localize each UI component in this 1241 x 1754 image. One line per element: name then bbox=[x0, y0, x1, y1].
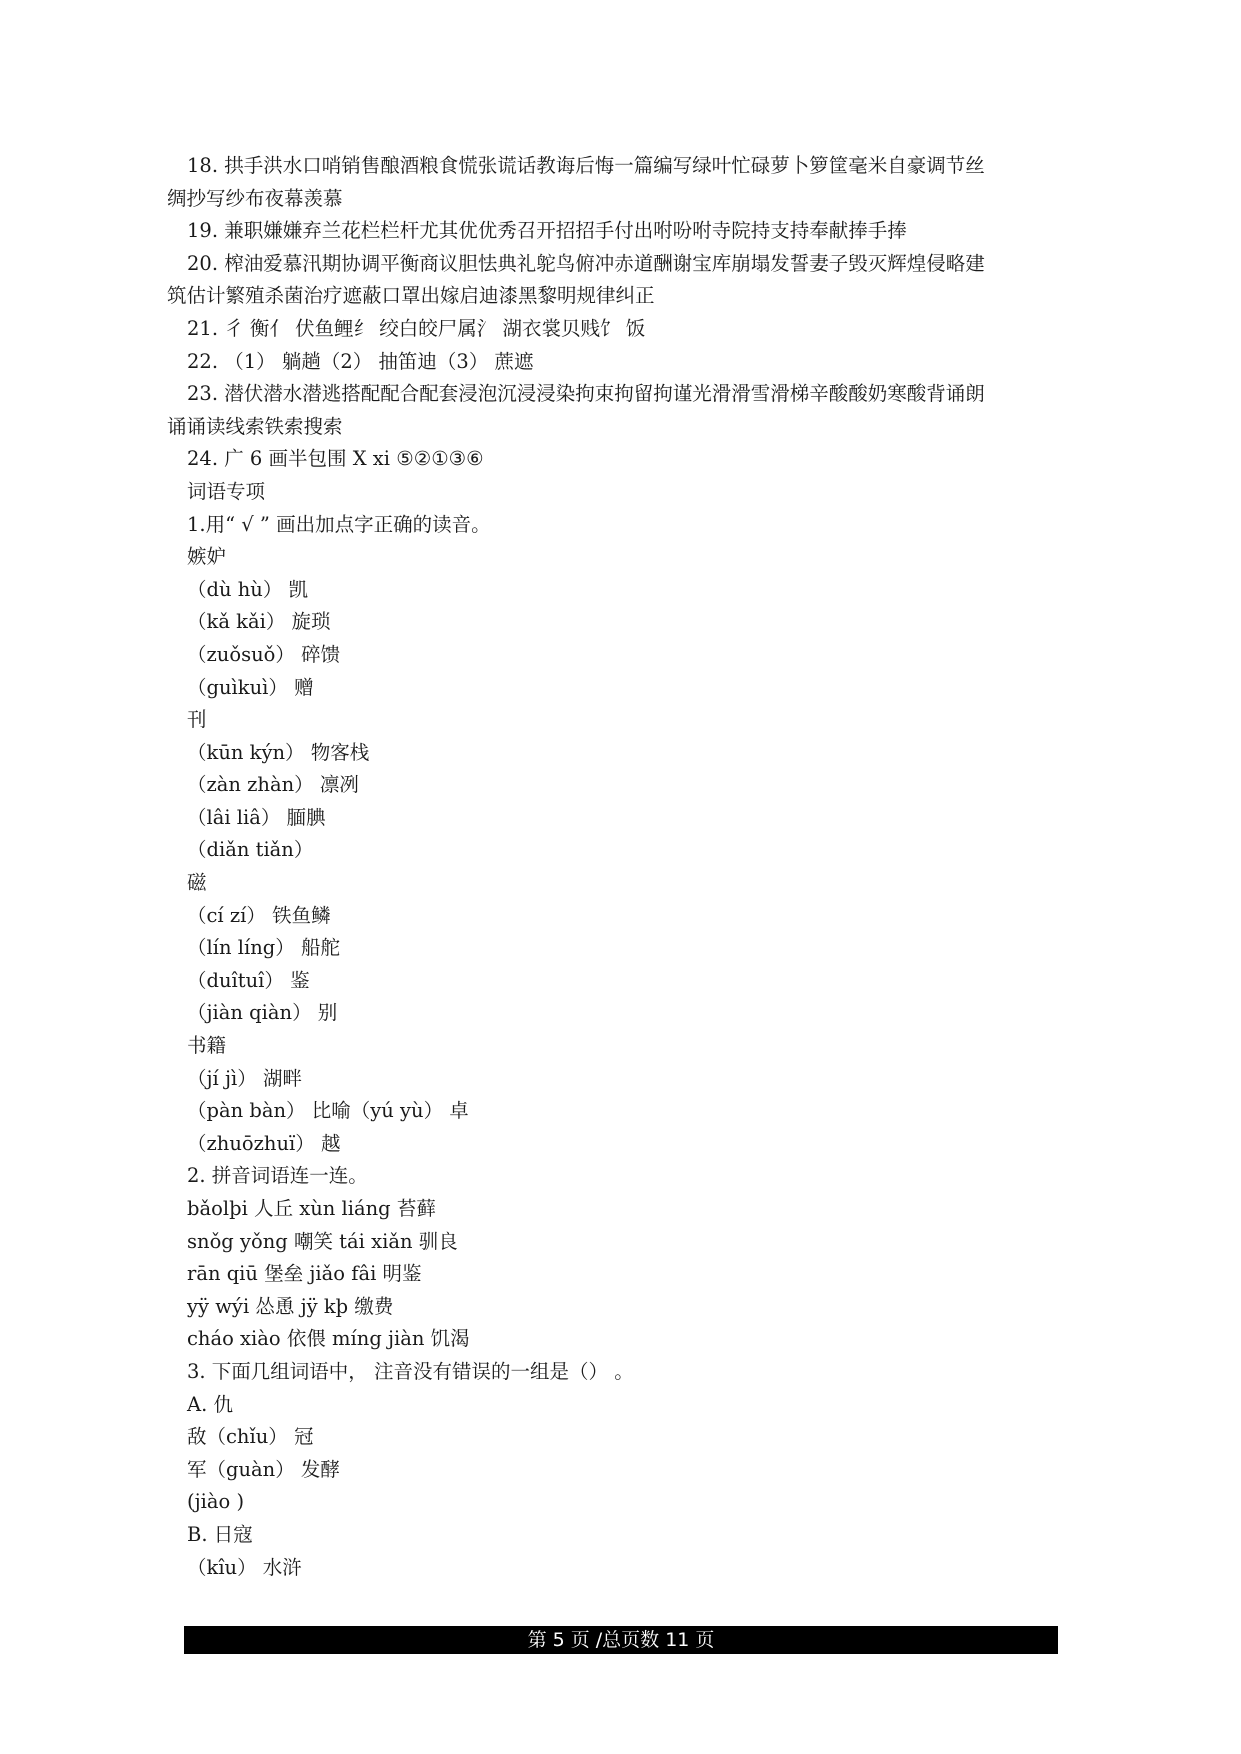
q2-line: bǎolþi 人丘 xùn liáng 苔藓 bbox=[187, 1197, 436, 1220]
q2-line: cháo xiào 依偎 míng jiàn 饥渴 bbox=[187, 1327, 470, 1351]
item-18-line-1: 18. 拱手洪水口哨销售酿酒粮食慌张谎话教诲后悔一篇编写绿叶忙碌萝卜箩筐毫米自豪调节丝 bbox=[187, 154, 985, 177]
q1-line: （duîtuî） 鉴 bbox=[187, 968, 310, 992]
q1-line: （diǎn tiǎn） bbox=[187, 838, 314, 862]
q3-line: 敌（chǐu） 冠 bbox=[187, 1425, 314, 1449]
q1-line: （zuǒsuǒ） 碎馈 bbox=[187, 642, 341, 666]
q3-line: A. 仇 bbox=[187, 1392, 233, 1416]
q3-line: (jiào ) bbox=[187, 1490, 245, 1514]
q1-line: 嫉妒 bbox=[187, 545, 227, 569]
q1-line: （lín líng） 船舵 bbox=[187, 936, 340, 960]
item-23 bbox=[167, 378, 1067, 443]
q1-line: （kūn kýn） 物客栈 bbox=[187, 740, 370, 764]
page-footer: 第 5 页 /总页数 11 页 bbox=[184, 1626, 1058, 1654]
q2-line: rān qiū 堡垒 jiǎo fâi 明鉴 bbox=[187, 1262, 422, 1286]
item-20 bbox=[167, 248, 1067, 313]
q3-title: 3. 下面几组词语中， 注音没有错误的一组是（） 。 bbox=[187, 1359, 634, 1383]
q1-line: （guìkuì） 赠 bbox=[187, 675, 314, 699]
q2-title: 2. 拼音词语连一连。 bbox=[187, 1164, 368, 1188]
q2-line: yÿ wýi 怂恿 jÿ kþ 缴费 bbox=[187, 1294, 394, 1318]
q3-line: 军（guàn） 发酵 bbox=[187, 1457, 340, 1481]
item-18-line-2: 绸抄写纱布夜幕羡慕 bbox=[167, 186, 343, 210]
item-23-line-2: 诵诵读线索铁索搜索 bbox=[167, 414, 343, 438]
document-body bbox=[167, 150, 1067, 1584]
q1-line: （zàn zhàn） 凛冽 bbox=[187, 773, 359, 797]
q1-title: 1.用“ √ ” 画出加点字正确的读音。 bbox=[187, 512, 491, 536]
q1-line: 书籍 bbox=[187, 1034, 227, 1058]
q1-line: （lâi liâ） 腼腆 bbox=[187, 805, 326, 829]
q1-line: （zhuōzhuï） 越 bbox=[187, 1131, 341, 1155]
q1-line: （jiàn qiàn） 别 bbox=[187, 1001, 338, 1025]
item-18 bbox=[167, 150, 1067, 215]
q1-line: （dù hù） 凯 bbox=[187, 577, 309, 601]
item-23-line-1: 23. 潜伏潜水潜逃搭配配合配套浸泡沉浸浸染拘束拘留拘谨光滑滑雪滑梯辛酸酸奶寒酸背诵朗 bbox=[187, 382, 985, 406]
q1-line: （kǎ kǎi） 旋琐 bbox=[187, 610, 331, 634]
item-20-line-1: 20. 榨油爱慕汛期协调平衡商议胆怯典礼鸵鸟俯冲赤道酬谢宝库崩塌发誓妻子毁灭辉煌侵略建 bbox=[187, 251, 985, 275]
q2-line: snǒg yǒng 嘲笑 tái xiǎn 驯良 bbox=[187, 1229, 458, 1253]
q1-line: （cí zí） 铁鱼鳞 bbox=[187, 903, 331, 927]
item-24: 24. 广 6 画半包围 X xi ⑤②①③⑥ bbox=[187, 447, 484, 471]
item-20-line-2: 筑估计繁殖杀菌治疗遮蔽口罩出嫁启迪漆黑黎明规律纠正 bbox=[167, 284, 655, 308]
q1-line: （jí jì） 湖畔 bbox=[187, 1066, 302, 1090]
q3-line: （kîu） 水浒 bbox=[187, 1555, 302, 1579]
q1-line: 磁 bbox=[187, 871, 207, 895]
q1-line: 刊 bbox=[187, 708, 207, 732]
item-21: 21. 彳 衡亻 伏鱼鲤纟 绞白皎尸属氵 湖衣裳贝贱饣 饭 bbox=[187, 316, 646, 340]
q3-line: B. 日寇 bbox=[187, 1522, 253, 1546]
section-title: 词语专项 bbox=[187, 479, 266, 503]
item-19: 19. 兼职嫌嫌弃兰花栏栏杆尤其优优秀召开招招手付出咐吩咐寺院持支持奉献捧手捧 bbox=[187, 219, 907, 243]
item-22: 22. （1） 躺趟（2） 抽笛迪（3） 蔗遮 bbox=[187, 349, 534, 373]
q1-line: （pàn bàn） 比喻（yú yù） 卓 bbox=[187, 1099, 469, 1123]
